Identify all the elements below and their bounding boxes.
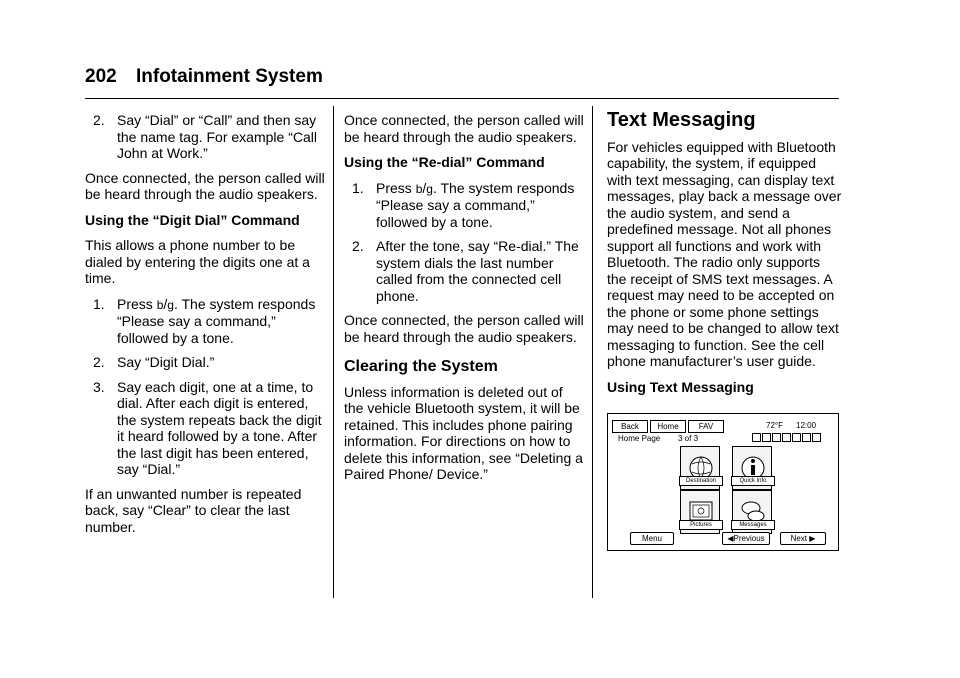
- list-item: 2. Say “Dial” or “Call” and then say the name tag. For example “Call John at Work.”: [93, 112, 317, 161]
- column-2: [344, 112, 584, 492]
- status-icon-4: [782, 433, 791, 442]
- messages-label: Messages: [731, 520, 775, 530]
- status-icon-2: [762, 433, 771, 442]
- paragraph: Once connected, the person called will be heard through the audio speakers.: [344, 312, 584, 345]
- list-item: 1. Press b/g. The system responds “Please say a command,” followed by a tone.: [352, 179, 575, 230]
- status-icon-1: [752, 433, 761, 442]
- column-3: [607, 109, 843, 404]
- page-title: Infotainment System: [135, 66, 323, 87]
- clock: 12:00: [796, 421, 817, 430]
- previous-button[interactable]: ◀Previous: [722, 532, 770, 545]
- left-arrow-icon: ◀: [727, 534, 734, 543]
- list-item: 1. Press b/g. The system responds “Please say a command,” followed by a tone.: [93, 295, 316, 346]
- section-heading-clearing: Clearing the System: [344, 358, 498, 375]
- back-button[interactable]: Back: [612, 420, 648, 433]
- page-number: 202: [85, 66, 117, 87]
- list-item: 3. Say each digit, one at a time, to dial. After each digit is entered, the system repeats back the digit it heard followed by a tone. After the last digit has been entered, say “Dial.”: [93, 378, 322, 477]
- column-divider-2: [592, 106, 593, 598]
- subheading-digit-dial: Using the “Digit Dial” Command: [85, 211, 300, 228]
- push-to-talk-icon: b: [156, 297, 164, 312]
- phone-call-icon: g: [426, 181, 433, 196]
- paragraph: If an unwanted number is repeated back, say “Clear” to clear the last number.: [85, 485, 302, 535]
- paragraph: This allows a phone number to be dialed by entering the digits one at a time.: [85, 237, 310, 286]
- column-divider-1: [333, 106, 334, 598]
- status-icons: [752, 433, 821, 442]
- paragraph: Once connected, the person called will be heard through the audio speakers.: [344, 112, 584, 145]
- subheading-redial: Using the “Re-dial” Command: [344, 154, 545, 170]
- section-heading-text-messaging: Text Messaging: [607, 109, 756, 131]
- paragraph: Once connected, the person called will be heard through the audio speakers.: [85, 169, 325, 202]
- status-icon-7: [812, 433, 821, 442]
- quick-info-label: Quick Info: [731, 476, 775, 486]
- list-item: 2. Say “Digit Dial.”: [93, 354, 215, 370]
- phone-call-icon: g: [167, 297, 174, 312]
- temperature: 72°F: [766, 421, 783, 430]
- next-button[interactable]: Next ▶: [780, 532, 826, 545]
- destination-label: Destination: [679, 476, 723, 486]
- fav-button[interactable]: FAV: [688, 420, 724, 433]
- header-rule: [85, 98, 839, 99]
- pictures-label: Pictures: [679, 520, 723, 530]
- status-icon-6: [802, 433, 811, 442]
- column-1: [85, 112, 325, 544]
- paragraph: Unless information is deleted out of the vehicle Bluetooth system, it will be retained. This includes phone pairing information. For directions on how to delete this information, see “Deleting a Paired Phone/ Device.”: [344, 383, 583, 482]
- list-item: 2. After the tone, say “Re-dial.” The system dials the last number called from the connected cell phone.: [352, 238, 579, 304]
- paragraph: For vehicles equipped with Bluetooth capability, the system, if equipped with text messaging, can display text messages, play back a message over the audio system, and send a predefined message. Not all phones support all functions and work with Bluetooth. The radio only supports the receipt of SMS text messages. A request may need to be accepted on the phone or some phone settings may need to be changed to allow text messaging to function. See the cell phone manufacturer’s user guide.: [607, 138, 842, 369]
- right-arrow-icon: ▶: [809, 534, 816, 543]
- status-icon-3: [772, 433, 781, 442]
- page-count: 3 of 3: [678, 434, 699, 443]
- subheading-using-text: Using Text Messaging: [607, 378, 754, 395]
- menu-button[interactable]: Menu: [630, 532, 674, 545]
- home-page-label: Home Page: [618, 434, 661, 443]
- page-header: [85, 66, 323, 88]
- push-to-talk-icon: b: [415, 181, 423, 196]
- home-button[interactable]: Home: [650, 420, 686, 433]
- status-icon-5: [792, 433, 801, 442]
